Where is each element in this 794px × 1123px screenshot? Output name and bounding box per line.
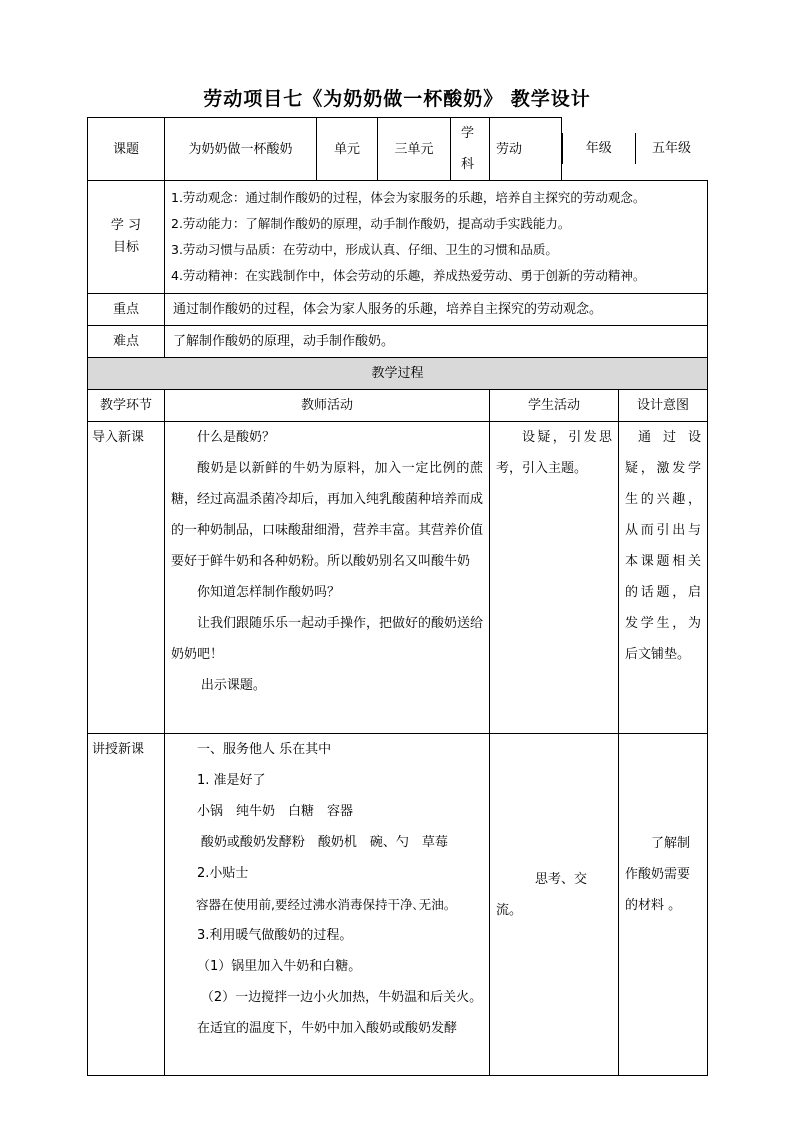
grade-value: 五年级: [635, 133, 708, 164]
unit-label: 单元: [317, 118, 378, 181]
goal-item: 2.劳动能力：了解制作酸奶的原理，动手制作酸奶，提高动手实践能力。: [171, 216, 571, 231]
topic-label: 课题: [88, 118, 165, 181]
teacher-paragraph: 让我们跟随乐乐一起动手操作，把做好的酸奶送给奶奶吧！: [171, 616, 484, 662]
student-activity-cell: 思考、交流。: [490, 734, 619, 1076]
page-title: 劳动项目七《为奶奶做一杯酸奶》 教学设计: [203, 88, 591, 110]
grade-label: 年级: [563, 133, 636, 164]
teacher-paragraph: （1）锅里加入牛奶和白糖。: [197, 959, 362, 974]
teacher-paragraph: 出示课题。: [200, 678, 266, 693]
process-columns-row: [88, 390, 708, 422]
goals-content: [165, 181, 708, 294]
teacher-paragraph: 容器在使用前,要经过沸水消毒保持干净､无油｡: [196, 897, 450, 912]
teacher-paragraph: 3.利用暖气做酸奶的过程。: [197, 928, 353, 943]
unit-value: 三单元: [378, 118, 451, 181]
column-header-teacher: 教师活动: [165, 390, 490, 422]
teacher-paragraph: 你知道怎样制作酸奶吗？: [197, 585, 341, 600]
process-row-intro: [88, 422, 708, 734]
teacher-paragraph: （2）一边搅拌一边小火加热，牛奶温和后关火。: [200, 990, 483, 1005]
teacher-activity-cell: [165, 422, 490, 734]
process-header-row: [88, 358, 708, 390]
subject-label: 学科: [451, 118, 490, 181]
goals-row: [88, 181, 708, 294]
key-point-row: [88, 294, 708, 326]
teacher-paragraph: 什么是酸奶？: [197, 430, 276, 445]
teacher-paragraph: 2.小贴士: [197, 866, 249, 881]
subject-value: 劳动: [490, 118, 562, 181]
teacher-paragraph: 酸奶或酸奶发酵粉 酸奶机 碗、勺 草莓: [200, 835, 448, 850]
design-intent-cell: 了解制作酸奶需要的材料 。: [619, 734, 708, 1076]
stage-cell: 导入新课: [88, 422, 165, 734]
goal-item: 3.劳动习惯与品质：在劳动中，形成认真、仔细、卫生的习惯和品质。: [171, 242, 558, 257]
teacher-paragraph: 1. 准是好了: [197, 773, 266, 788]
goals-label-line1: 学 习: [110, 218, 142, 233]
process-row-new-lesson: [88, 734, 708, 1076]
process-header: 教学过程: [88, 358, 708, 390]
goals-label-line2: 目标: [112, 240, 139, 255]
teacher-activity-cell: [165, 734, 490, 1076]
difficulty-label: 难点: [88, 326, 165, 358]
lesson-plan-table: [87, 117, 708, 1076]
design-intent-cell: 通过设疑，激发学生的兴趣，从而引出与本课题相关的话题，启发学生，为后文铺垫。: [619, 422, 708, 734]
column-header-student: 学生活动: [490, 390, 619, 422]
student-activity-cell: 设疑，引发思考，引入主题。: [490, 422, 619, 734]
stage-cell: 讲授新课: [88, 734, 165, 1076]
difficulty-row: [88, 326, 708, 358]
goals-label: [88, 181, 165, 294]
goal-item: 1.劳动观念：通过制作酸奶的过程，体会为家服务的乐趣，培养自主探究的劳动观念。: [171, 190, 646, 205]
key-point-value: 通过制作酸奶的过程，体会为家人服务的乐趣，培养自主探究的劳动观念。: [165, 294, 708, 326]
column-header-intent: 设计意图: [619, 390, 708, 422]
difficulty-value: 了解制作酸奶的原理，动手制作酸奶。: [165, 326, 708, 358]
teacher-paragraph: 酸奶是以新鲜的牛奶为原料，加入一定比例的蔗糖，经过高温杀菌冷却后，再加入纯乳酸菌种培养而成的一种奶制品，口味酸甜细滑，营养丰富。其营养价值要好于鲜牛奶和各种奶粉。所以酸奶别名又叫酸牛奶: [171, 461, 484, 569]
info-row: [88, 118, 708, 181]
column-header-stage: 教学环节: [88, 390, 165, 422]
teacher-paragraph: 小锅 纯牛奶 白糖 容器: [197, 804, 354, 819]
teacher-paragraph: 在适宜的温度下，牛奶中加入酸奶或酸奶发酵: [197, 1021, 458, 1036]
goal-item: 4.劳动精神：在实践制作中，体会劳动的乐趣，养成热爱劳动、勇于创新的劳动精神。: [171, 268, 646, 283]
topic-value: 为奶奶做一杯酸奶: [165, 118, 317, 181]
key-point-label: 重点: [88, 294, 165, 326]
teacher-paragraph: 一、服务他人 乐在其中: [197, 742, 332, 757]
